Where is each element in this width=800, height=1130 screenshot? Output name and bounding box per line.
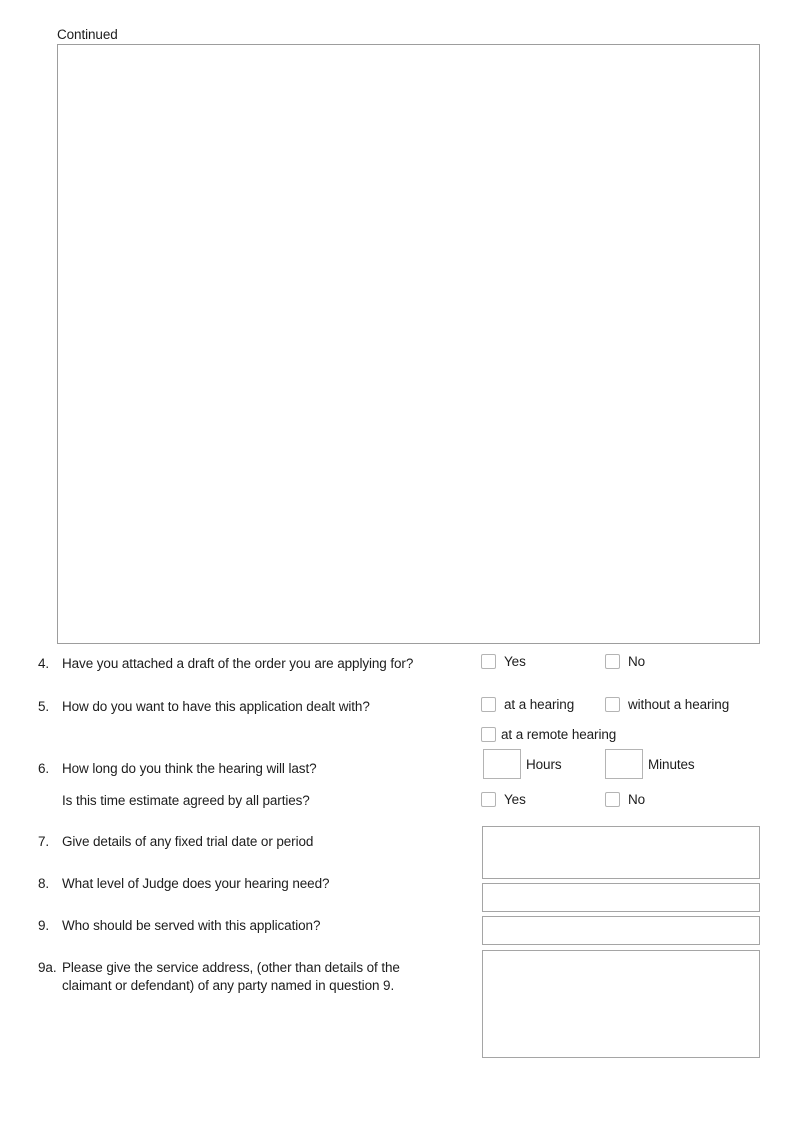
q6-hours-input[interactable] xyxy=(483,749,521,779)
question-8-text: What level of Judge does your hearing need? xyxy=(62,876,330,891)
q6-minutes-label: Minutes xyxy=(648,756,695,772)
question-9-label xyxy=(38,917,473,934)
q5-remote-hearing-checkbox[interactable] xyxy=(481,727,496,742)
q5-at-a-hearing-label: at a hearing xyxy=(504,697,575,712)
question-6-number: 6. xyxy=(38,761,50,776)
q4-no-label: No xyxy=(628,654,646,669)
question-5-text: How do you want to have this application dealt with? xyxy=(62,699,370,714)
question-9-text: Who should be served with this application? xyxy=(62,918,321,933)
q4-no-checkbox[interactable] xyxy=(605,654,620,669)
question-7-number: 7. xyxy=(38,834,50,849)
q4-yes-label: Yes xyxy=(504,654,526,669)
question-8-label xyxy=(38,875,473,892)
question-9a-label xyxy=(38,959,413,995)
q9a-answer-box[interactable] xyxy=(482,950,760,1058)
q4-yes-checkbox[interactable] xyxy=(481,654,496,669)
q5-at-a-hearing-checkbox[interactable] xyxy=(481,697,496,712)
q8-answer-box[interactable] xyxy=(482,883,760,912)
question-6-label xyxy=(38,760,473,777)
question-4-text: Have you attached a draft of the order you are applying for? xyxy=(62,656,414,671)
question-4-number: 4. xyxy=(38,656,50,671)
question-5-label xyxy=(38,698,473,715)
q6-agreed-no-label: No xyxy=(628,792,646,807)
question-9a-text: Please give the service address, (other than details of the claimant or defendant) of any party named in question 9. xyxy=(62,960,400,993)
continuation-text-box[interactable] xyxy=(57,44,760,644)
q6-hours-label: Hours xyxy=(526,756,562,772)
q9-answer-box[interactable] xyxy=(482,916,760,945)
q6-agreed-no-option[interactable] xyxy=(605,791,645,808)
q6-minutes-input[interactable] xyxy=(605,749,643,779)
q6-agreed-question-text: Is this time estimate agreed by all parties? xyxy=(62,793,310,808)
q4-no-option[interactable] xyxy=(605,653,645,670)
question-9-number: 9. xyxy=(38,918,50,933)
q6-minutes-group xyxy=(605,749,695,779)
question-5-number: 5. xyxy=(38,699,50,714)
q6-agreed-yes-label: Yes xyxy=(504,792,526,807)
q5-remote-hearing-option[interactable] xyxy=(481,726,616,743)
q5-without-a-hearing-option[interactable] xyxy=(605,696,729,713)
q5-at-a-hearing-option[interactable] xyxy=(481,696,574,713)
question-7-text: Give details of any fixed trial date or period xyxy=(62,834,314,849)
q6-hours-group xyxy=(483,749,562,779)
question-9a-number: 9a. xyxy=(38,960,57,975)
continued-label: Continued xyxy=(57,27,118,42)
q5-without-a-hearing-label: without a hearing xyxy=(628,697,730,712)
q6-agreed-no-checkbox[interactable] xyxy=(605,792,620,807)
question-8-number: 8. xyxy=(38,876,50,891)
question-4-label xyxy=(38,655,473,672)
q7-answer-box[interactable] xyxy=(482,826,760,879)
q5-remote-hearing-label: at a remote hearing xyxy=(501,727,617,742)
question-6-text: How long do you think the hearing will last? xyxy=(62,761,317,776)
question-7-label xyxy=(38,833,473,850)
q6-agreed-yes-option[interactable] xyxy=(481,791,526,808)
q4-yes-option[interactable] xyxy=(481,653,526,670)
q5-without-a-hearing-checkbox[interactable] xyxy=(605,697,620,712)
q6-agreed-yes-checkbox[interactable] xyxy=(481,792,496,807)
